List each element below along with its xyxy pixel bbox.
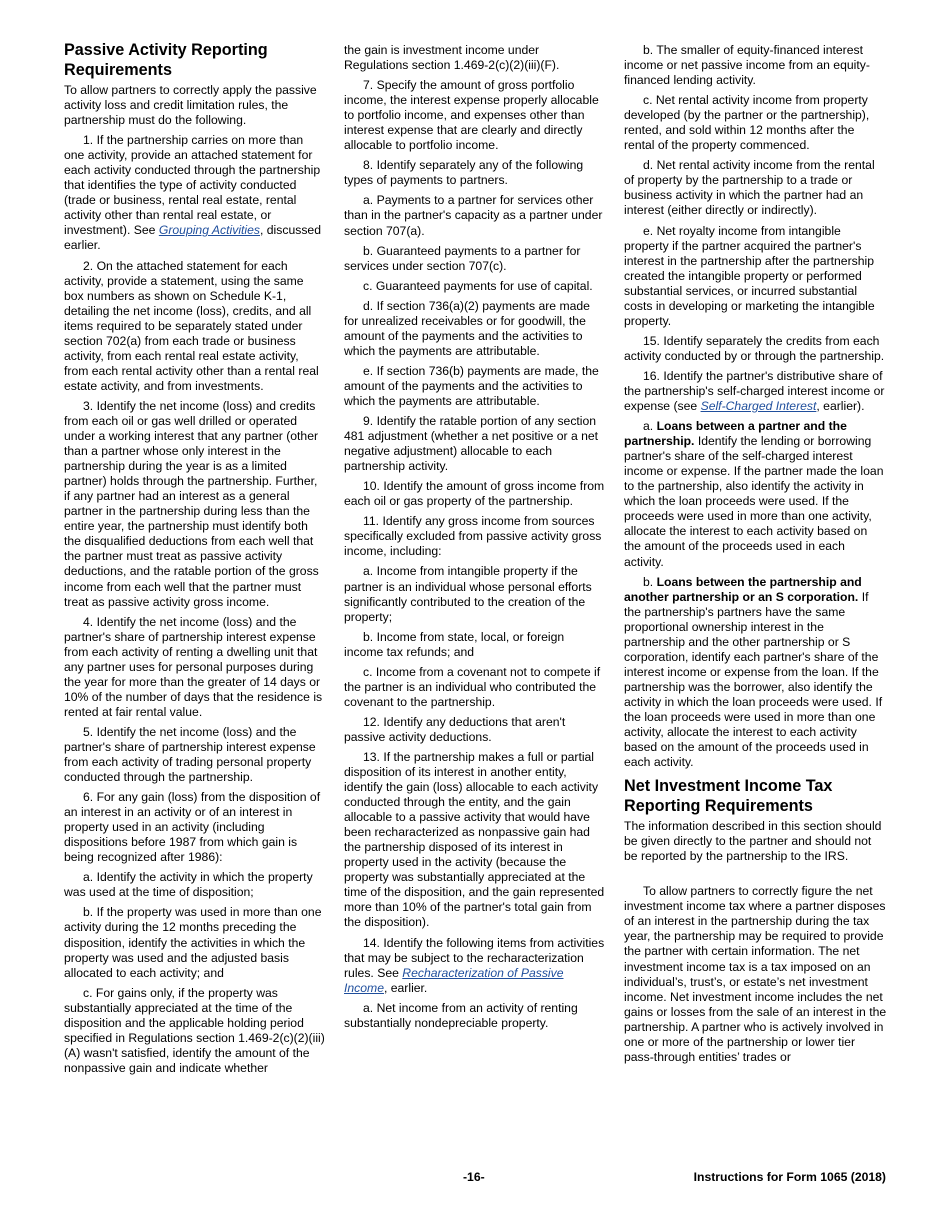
item-14e: e. Net royalty income from intangible property if the partner acquired the partner's interest in the partnership after the partnership created the intangible property or performed substantial services, or incurred substantial costs in developing or marketing the intangible property. bbox=[624, 223, 875, 328]
item-8e: e. If section 736(b) payments are made, the amount of the payments and the activities to which the payments are attributable. bbox=[344, 363, 599, 408]
item-15: 15. Identify separately the credits from each activity conducted by or through the partnership. bbox=[624, 333, 885, 363]
self-charged-interest-link[interactable]: Self-Charged Interest bbox=[700, 399, 817, 414]
recharacterization-link[interactable]: Recharacterization of Passive Income bbox=[344, 965, 564, 995]
column-2 bbox=[344, 43, 606, 1036]
page-number: -16- bbox=[463, 1170, 485, 1184]
item-9: 9. Identify the ratable portion of any section 481 adjustment (whether a net positive or a net negative adjustment) allocable to each partnership activity. bbox=[344, 414, 599, 474]
column-1 bbox=[64, 40, 326, 1081]
item-11: 11. Identify any gross income from sources specifically excluded from passive activity gross income, including: bbox=[344, 514, 602, 559]
item-11c: c. Income from a covenant not to compete if the partner is an individual who contributed the covenant to the partnership. bbox=[344, 664, 601, 709]
column-3 bbox=[624, 43, 887, 1070]
item-14a: a. Net income from an activity of renting substantially nondepreciable property. bbox=[344, 1000, 578, 1030]
item-14: 14. Identify the following items from activities that may be subject to the recharacterization rules. See Recharacterization of Passive Income, earlier. bbox=[344, 935, 605, 995]
item-6b: b. If the property was used in more than one activity during the 12 months preceding the disposition, identify the activities in which the property was used and the adjusted basis allocated to each activity; and bbox=[64, 905, 322, 980]
net-paragraph-1: The information described in this section should be given directly to the partner and should not be reported by the partnership to the IRS. bbox=[624, 819, 882, 864]
item-13: 13. If the partnership makes a full or partial disposition of its interest in another entity, identify the gain (loss) allocable to each activity conducted through the entity, and the gain allocable to a passive activity that would have been recharacterized as nonpassive gain had the partnership disposed of its interest in property used in the activity (because the property was substantially appreciated at the time of the disposition, and the gain represented more than 10% of the partner's total gain from the disposition). bbox=[344, 749, 605, 930]
item-6c: c. For gains only, if the property was substantially appreciated at the time of the disposition and the applicable holding period specified in Regulations section 1.469-2(c)(2)(iii)(A) wasn't satisfied, identify the amount of the nonpassive gain and indicate whether bbox=[64, 985, 325, 1075]
item-14b: b. The smaller of equity-financed interest income or net passive income from an equity-financed lending activity. bbox=[624, 43, 870, 88]
item-11a: a. Income from intangible property if the partner is an individual whose personal efforts significantly contributed to the creation of the property; bbox=[344, 564, 592, 624]
item-4: 4. Identify the net income (loss) and the partner's share of partnership interest expense from each activity of renting a dwelling unit that any partner uses for personal purposes during the year for more than the greater of 14 days or 10% of the number of days that the residence is rented at fair rental value. bbox=[64, 614, 323, 719]
item-1: 1. If the partnership carries on more than one activity, provide an attached statement for each activity conducted through the partnership that identifies the type of activity conducted (trade or business, rental real estate, rental activity other than rental real estate, or investment). See Grouping Activities, discussed earlier. bbox=[64, 133, 321, 253]
item-8: 8. Identify separately any of the following types of payments to partners. bbox=[344, 158, 584, 188]
item-12: 12. Identify any deductions that aren't passive activity deductions. bbox=[344, 714, 566, 744]
item-8d: d. If section 736(a)(2) payments are made for unrealized receivables or for goodwill, the amount of the payments and the activities to which the payments are attributable. bbox=[344, 298, 590, 358]
item-8a: a. Payments to a partner for services other than in the partner's capacity as a partner under section 707(a). bbox=[344, 193, 603, 238]
intro-paragraph: To allow partners to correctly apply the passive activity loss and credit limitation rules, the partnership must do the following. bbox=[64, 83, 317, 128]
grouping-activities-link[interactable]: Grouping Activities bbox=[158, 223, 260, 238]
item-7: 7. Specify the amount of gross portfolio income, the interest expense properly allocable to portfolio income, and expenses other than interest expense that are clearly and directly allocable to portfolio income. bbox=[344, 78, 599, 153]
item-6: 6. For any gain (loss) from the disposition of an interest in an activity or of an interest in property used in an activity (including dispositions before 1987 from which gain is being recognized after 1986): bbox=[64, 790, 321, 865]
item-16: 16. Identify the partner's distributive share of the partnership's self-charged interest income or expense (see Self-Charged Interest, earlier). bbox=[624, 368, 885, 414]
section-heading-net-investment: Net Investment Income Tax Reporting Requirements bbox=[624, 777, 833, 816]
footer-title: Instructions for Form 1065 (2018) bbox=[693, 1170, 886, 1184]
item-14c: c. Net rental activity income from property developed (by the partner or the partnership), rented, and sold within 12 months after the rental of the property commenced. bbox=[624, 93, 870, 153]
item-10: 10. Identify the amount of gross income from each oil or gas property of the partnership. bbox=[344, 479, 605, 509]
item-8c: c. Guaranteed payments for use of capital. bbox=[363, 278, 593, 293]
item-14d: d. Net rental activity income from the rental of property by the partnership to a trade or business activity in which the partner had an interest (either directly or indirectly). bbox=[624, 158, 875, 218]
net-paragraph-2: To allow partners to correctly figure the net investment income tax where a partner disposes of an interest in the partnership during the tax year, the partnership may be required to provide the partner with certain information. The net investment income tax is a tax imposed on an individual’s, trust’s, or estate’s net investment income. Net investment income includes the net gains or losses from the sale of an interest in the partnership. A partner who is actively involved in one or more of the partnership or lower tier pass-through entities’ trades or bbox=[624, 884, 887, 1064]
item-2: 2. On the attached statement for each activity, provide a statement, using the same box numbers as shown on Schedule K-1, detailing the net income (loss), credits, and all items required to be separately stated under section 702(a) from each trade or business activity, from each rental real estate activity, from each rental activity other than a rental real estate activity, and from investments. bbox=[64, 258, 319, 393]
item-16a: a. Loans between a partner and the partnership. Identify the lending or borrowing partner's share of the self-charged interest income or expense. If the partner made the loan to the partnership, also identify the activity in which the loan proceeds were used. If the proceeds were used in more than one activity, allocate the interest to each activity based on the amount of the proceeds used in each activity. bbox=[624, 419, 884, 569]
section-heading-passive: Passive Activity Reporting Requirements bbox=[64, 41, 268, 79]
item-6a: a. Identify the activity in which the property was used at the time of disposition; bbox=[64, 870, 313, 900]
item-3: 3. Identify the net income (loss) and credits from each oil or gas well drilled or operated under a working interest that any partner (other than a partner whose only interest in the partnership during the year is as a limited partner) holds through the partnership. Further, if any partner had an interest as a general partner in the partnership during less than the entire year, the partnership must identify both the disqualified deductions from each well that the partner must treat as passive activity deductions, and the ratable portion of the gross income from each well that the partner must treat as passive activity gross income. bbox=[64, 398, 319, 609]
item-8b: b. Guaranteed payments to a partner for services under section 707(c). bbox=[344, 243, 581, 273]
item-6c-continued: the gain is investment income under Regulations section 1.469-2(c)(2)(iii)(F). bbox=[344, 43, 560, 73]
item-11b: b. Income from state, local, or foreign income tax refunds; and bbox=[344, 629, 565, 659]
item-16b: b. Loans between the partnership and another partnership or an S corporation. If the partnership's partners have the same proportional ownership interest in the partnership and the other partnership or S corporation, identify each partner's share of the interest income or expense from the loan. If the partnership was the borrower, also identify the activity in which the loan proceeds were used. If the loan proceeds were used in more than one activity, allocate the interest to each activity based on the amount of the proceeds used in each activity. bbox=[624, 574, 883, 770]
item-5: 5. Identify the net income (loss) and the partner's share of partnership interest expense from each activity of trading personal property conducted through the partnership. bbox=[64, 724, 316, 785]
